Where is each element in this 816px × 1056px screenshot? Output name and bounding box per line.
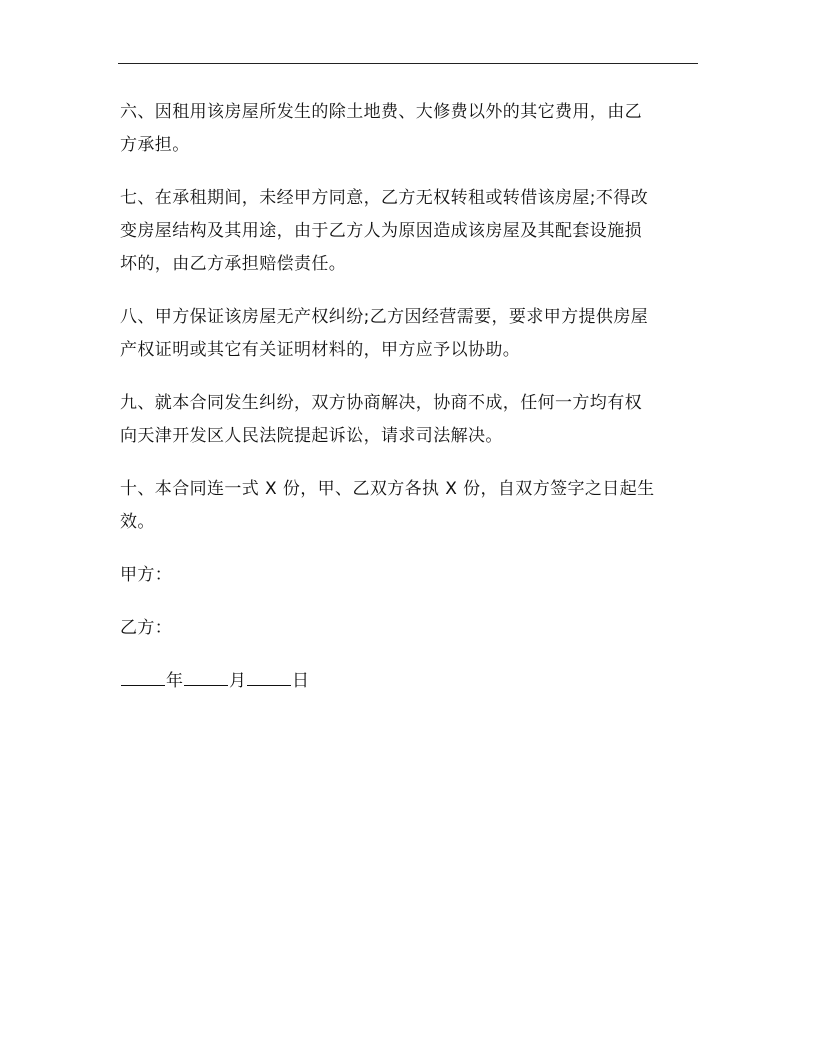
clause-line: 产权证明或其它有关证明材料的，甲方应予以协助。 [120,340,521,360]
month-label: 月 [229,671,246,691]
clause-line: 八、甲方保证该房屋无产权纠纷;乙方因经营需要，要求甲方提供房屋 [120,307,649,327]
signing-date-line [120,665,698,698]
clause-line: 六、因租用该房屋所发生的除土地费、大修费以外的其它费用，由乙 [120,102,642,122]
day-blank [247,684,291,686]
clause-7 [120,182,698,281]
day-label: 日 [292,671,309,691]
header-rule [118,63,698,64]
month-blank [184,684,228,686]
clause-line: 变房屋结构及其用途，由于乙方人为原因造成该房屋及其配套设施损 [120,221,642,241]
clause-8 [120,301,698,367]
party-b-label: 乙方： [120,618,173,638]
clause-line: 向天津开发区人民法院提起诉讼，请求司法解决。 [120,426,503,446]
year-label: 年 [166,671,183,691]
clause-line: 方承担。 [120,135,190,155]
party-a-signature-line [120,559,698,592]
contract-content [120,96,698,698]
clause-10 [120,473,698,539]
clause-9 [120,387,698,453]
clause-line: 十、本合同连一式 X 份，甲、乙双方各执 X 份，自双方签字之日起生 [120,479,655,499]
clause-line: 九、就本合同发生纠纷，双方协商解决，协商不成，任何一方均有权 [120,393,642,413]
party-a-label: 甲方： [120,565,173,585]
year-blank [121,684,165,686]
clause-line: 效。 [120,512,155,532]
clause-line: 七、在承租期间，未经甲方同意，乙方无权转租或转借该房屋;不得改 [120,188,649,208]
clause-6 [120,96,698,162]
party-b-signature-line [120,612,698,645]
clause-line: 坏的，由乙方承担赔偿责任。 [120,254,347,274]
